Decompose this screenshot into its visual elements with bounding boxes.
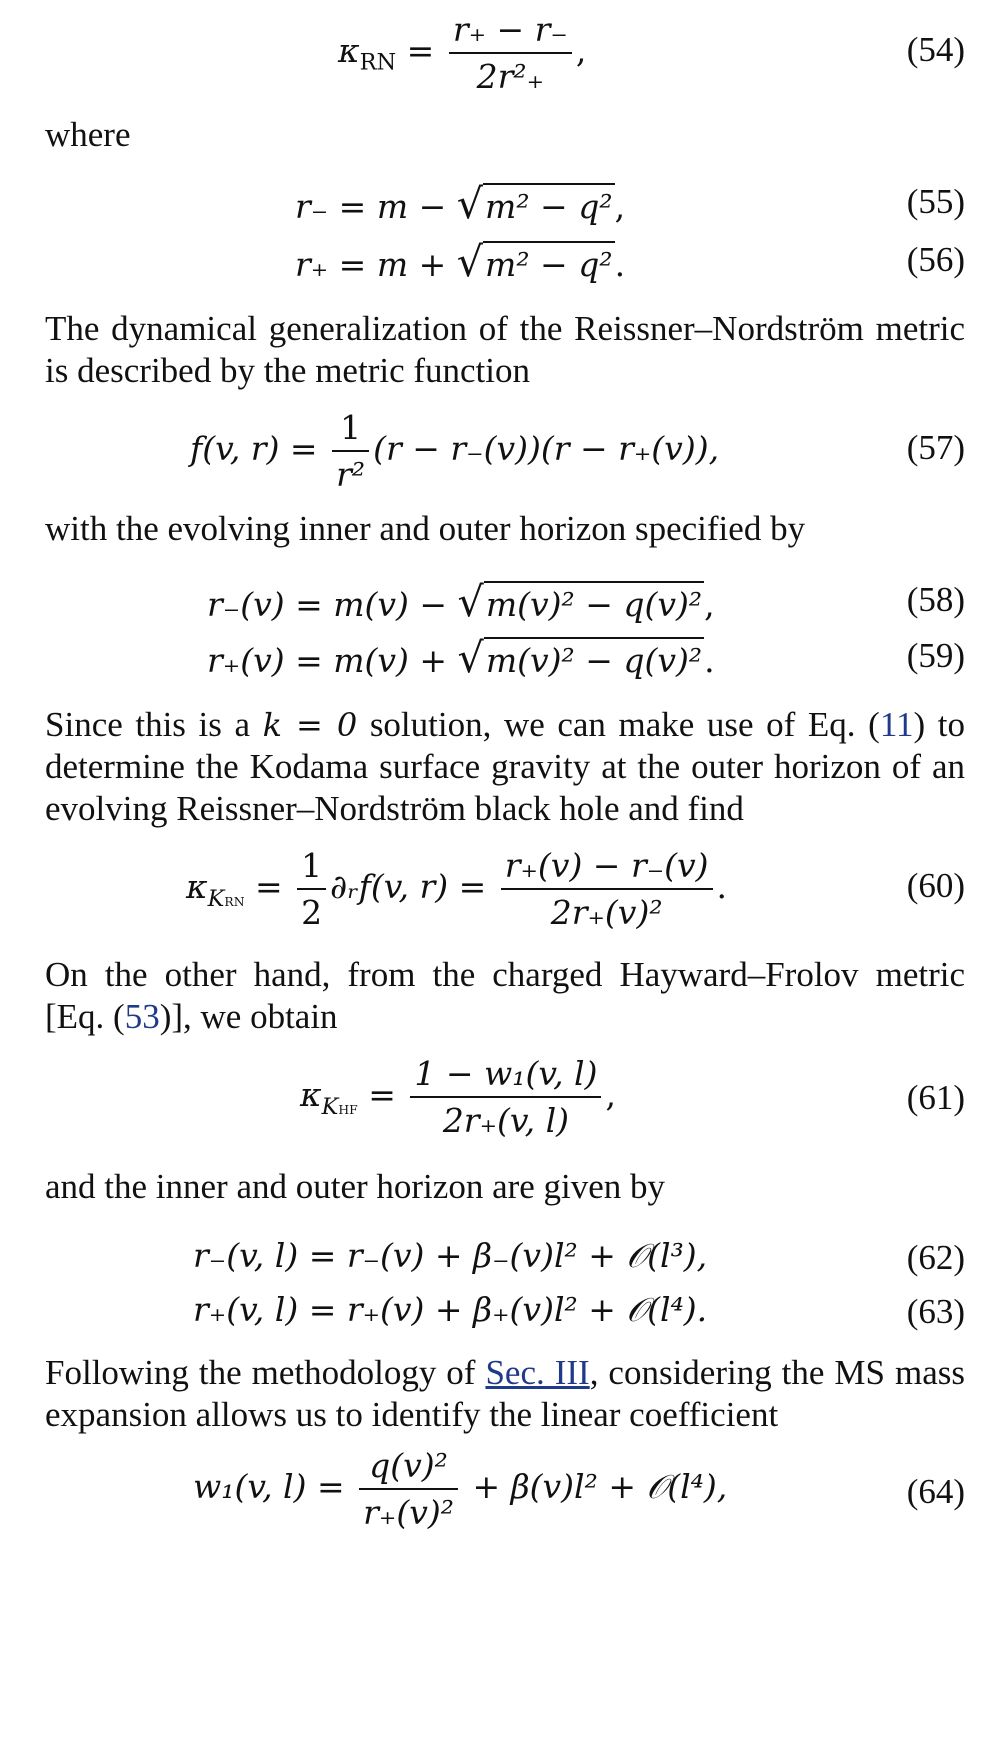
equation-56: r₊ = m + √m² − q². (56) xyxy=(295,238,965,286)
paragraph-5: and the inner and outer horizon are given by xyxy=(45,1167,666,1206)
ref-sec-iii-link[interactable]: Sec. III xyxy=(485,1353,590,1392)
eq58-lhs: r₋(v) = m(v) − xyxy=(207,585,458,624)
equation-58: r₋(v) = m(v) − √m(v)² − q(v)², (58) xyxy=(207,578,965,626)
p3-math: k = 0 xyxy=(262,706,358,744)
equation-57 xyxy=(0,408,1002,498)
p6-text-b: , considering the MS mass expansion allows us to identify the linear coefficient xyxy=(45,1353,965,1434)
paragraph-6 xyxy=(45,1352,965,1436)
eq60-sub-k: K xyxy=(207,885,225,912)
eq60-denominator-2: 2r₊(v)² xyxy=(550,893,663,932)
ref-eq-11-link[interactable]: 11 xyxy=(879,705,914,744)
eq60-fraction-1 xyxy=(297,846,326,932)
eq60-number: (60) xyxy=(906,866,965,905)
eq60-mid: ∂ᵣf(v, r) = xyxy=(330,867,497,906)
eq56-number: (56) xyxy=(906,240,965,279)
eq59-number: (59) xyxy=(906,636,965,675)
eq60-numerator-1: 1 xyxy=(297,846,326,890)
text-where: where xyxy=(45,115,131,154)
eq62-number: (62) xyxy=(906,1238,965,1277)
equation-55: r₋ = m − √m² − q², (55) xyxy=(295,180,965,228)
equation-61: $\kappa_{KHF}$ = $\frac{\text{1 − w₁(v, l)}}{2r_+(v, l)}$ , (61) xyxy=(300,1054,965,1140)
eq54-number: (54) xyxy=(906,30,965,69)
paragraph-2: with the evolving inner and outer horizon specified by xyxy=(45,509,806,548)
equation-62 xyxy=(0,1236,1002,1284)
eq63-number: (63) xyxy=(906,1292,965,1331)
eq60-sub-rn: RN xyxy=(224,894,245,909)
eq61-number: (61) xyxy=(906,1078,965,1117)
eq61-denominator: 2r₊(v, l) xyxy=(442,1101,570,1140)
eq55-lhs: r₋ = m − xyxy=(295,187,457,226)
eq57-numerator: 1 xyxy=(332,408,369,452)
eq54-lhs-sub: RN xyxy=(359,49,397,76)
eq54-numerator: r₊ − r₋ xyxy=(449,10,572,54)
eq60-fraction-2 xyxy=(501,846,713,932)
eq61-sub-hf: HF xyxy=(338,1102,358,1117)
p6-text-a: Following the methodology of xyxy=(45,1353,486,1392)
p3-text-b: solution, we can make use of Eq. ( xyxy=(357,705,880,744)
eq59-trail: . xyxy=(704,641,715,680)
eq59-lhs: r₊(v) = m(v) + xyxy=(207,641,458,680)
eq61-numerator: 1 − w₁(v, l) xyxy=(410,1054,601,1098)
eq61-trail: , xyxy=(605,1075,616,1114)
eq61-lhs: κ xyxy=(300,1075,322,1114)
ref-eq-53-link[interactable]: 53 xyxy=(124,997,160,1036)
eq57-fraction xyxy=(332,408,369,494)
eq61-sub-k: K xyxy=(321,1093,339,1120)
paragraph-4 xyxy=(45,954,965,1038)
eq55-radicand: m² − q² xyxy=(483,183,615,226)
eq64-rhs: + β(v)l² + 𝒪(l⁴), xyxy=(461,1467,728,1506)
eq60-numerator-2: r₊(v) − r₋(v) xyxy=(501,846,713,890)
eq60-lhs-sub xyxy=(208,886,245,912)
p4-text-a: On the other hand, from the charged Hayward–Frolov metric [Eq. ( xyxy=(45,955,965,1036)
eq58-radicand: m(v)² − q(v)² xyxy=(484,581,704,624)
eq54-fraction xyxy=(449,10,572,96)
equation-59: r₊(v) = m(v) + √m(v)² − q(v)². (59) xyxy=(207,634,965,682)
eq57-denominator: r² xyxy=(336,455,366,494)
eq64-lhs: w₁(v, l) = xyxy=(193,1467,356,1506)
eq54-lhs: κ xyxy=(338,31,360,70)
eq64-number: (64) xyxy=(906,1472,965,1511)
eq60-lhs: κ xyxy=(186,867,208,906)
eq55-number: (55) xyxy=(906,182,965,221)
eq54-trail: , xyxy=(575,31,587,70)
eq57-rhs: (r − r₋(v))(r − r₊(v)), xyxy=(373,429,720,468)
eq61-lhs-sub xyxy=(322,1094,358,1120)
eq61-fraction xyxy=(410,1054,601,1140)
eq57-number: (57) xyxy=(906,428,965,467)
paragraph-1: The dynamical generalization of the Reissner–Nordström metric is described by the metric function xyxy=(45,309,965,390)
equation-60: $\kappa_{KRN}$ = $\frac{1}{2}$ ∂ᵣf(v, r) = $\frac{r_+(v) - r_-(v)}{\text{2r₊(v)²}}$ . (60) xyxy=(186,846,965,932)
p3-text-a: Since this is a xyxy=(45,705,263,744)
eq60-trail: . xyxy=(716,867,728,906)
eq58-number: (58) xyxy=(906,580,965,619)
eq57-lhs: f(v, r) = xyxy=(190,429,329,468)
eq63-body: r₊(v, l) = r₊(v) + β₊(v)l² + 𝒪(l⁴). xyxy=(193,1290,708,1329)
eq60-denominator-1: 2 xyxy=(301,893,323,932)
paragraph-3 xyxy=(45,704,965,830)
equation-64 xyxy=(0,1446,1002,1546)
eq64-numerator: q(v)² xyxy=(359,1446,458,1490)
eq64-fraction xyxy=(359,1446,458,1532)
eq59-radicand: m(v)² − q(v)² xyxy=(484,637,704,680)
eq64-denominator: r₊(v)² xyxy=(363,1493,454,1532)
eq56-radicand: m² − q² xyxy=(483,241,615,284)
eq58-trail: , xyxy=(704,585,715,624)
p4-text-b: )], we obtain xyxy=(159,997,338,1036)
equation-54: $\kappa_{RN}$ = $\frac{r_+ - r_-}{\text{2r²₊}}$ , (54) xyxy=(338,10,965,96)
eq56-lhs: r₊ = m + xyxy=(295,245,457,284)
eq54-denominator: 2r²₊ xyxy=(476,57,545,96)
eq56-trail: . xyxy=(614,245,626,284)
equation-63 xyxy=(0,1290,1002,1338)
p3-text-c: ) to determine the Kodama surface gravity at the outer horizon of an evolving Reissner–Nordström black hole and find xyxy=(45,705,966,828)
eq62-body: r₋(v, l) = r₋(v) + β₋(v)l² + 𝒪(l³), xyxy=(193,1236,708,1275)
eq55-trail: , xyxy=(614,187,626,226)
